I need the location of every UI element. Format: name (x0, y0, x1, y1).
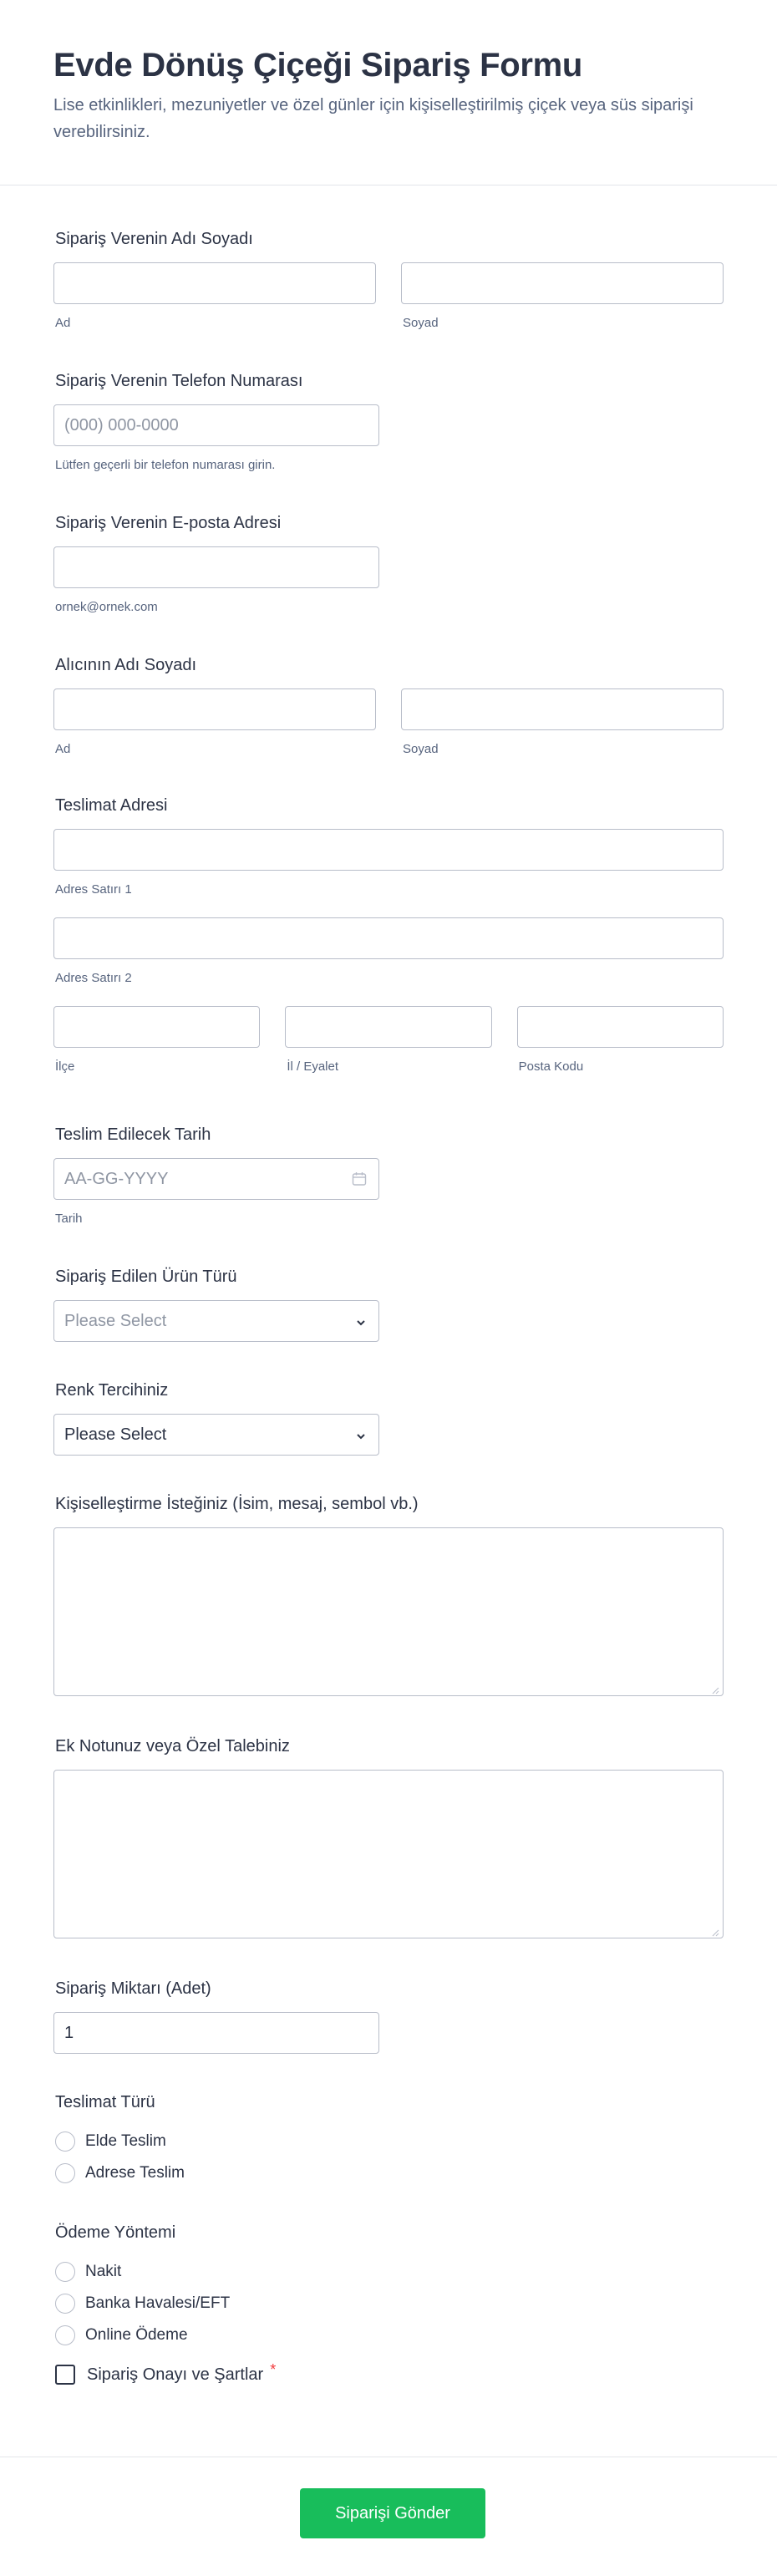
payment-method-label: Ödeme Yöntemi (55, 2223, 176, 2242)
province-input[interactable] (285, 1006, 491, 1048)
recipient-first-name-input[interactable] (53, 688, 376, 730)
quantity-value: 1 (64, 2023, 74, 2042)
orderer-email-label: Sipariş Verenin E-posta Adresi (55, 514, 282, 532)
radio-button[interactable] (55, 2131, 75, 2152)
postal-code-sublabel: Posta Kodu (518, 1059, 584, 1074)
address-line1-input[interactable] (53, 829, 724, 871)
delivery-type-label: Teslimat Türü (55, 2093, 155, 2111)
recipient-last-name-sublabel: Soyad (403, 742, 439, 756)
notes-label: Ek Notunuz veya Özel Talebiniz (55, 1737, 290, 1755)
orderer-first-name-input[interactable] (53, 262, 376, 304)
color-preference-label: Renk Tercihiniz (55, 1381, 169, 1400)
payment-option[interactable] (53, 2288, 724, 2319)
postal-code-input[interactable] (517, 1006, 724, 1048)
quantity-field (53, 1977, 724, 2091)
chevron-down-icon (355, 1314, 367, 1326)
delivery-type-option[interactable] (53, 2126, 724, 2157)
date-placeholder: AA-GG-YYYY (64, 1169, 169, 1188)
orderer-last-name-input[interactable] (401, 262, 724, 304)
orderer-email-sublabel: ornek@ornek.com (55, 600, 158, 614)
terms-checkbox-row[interactable] (53, 2360, 724, 2385)
radio-label: Online Ödeme (85, 2326, 188, 2344)
delivery-type-option[interactable] (53, 2157, 724, 2189)
resize-handle-icon[interactable] (711, 1926, 719, 1934)
payment-option[interactable] (53, 2319, 724, 2351)
quantity-input[interactable] (53, 2012, 379, 2054)
radio-button[interactable] (55, 2163, 75, 2183)
delivery-address-field (53, 794, 724, 1123)
terms-label: Sipariş Onayı ve Şartlar (87, 2365, 264, 2384)
color-preference-field (53, 1379, 724, 1492)
personalization-textarea[interactable] (53, 1527, 724, 1696)
resize-handle-icon[interactable] (711, 1684, 719, 1692)
delivery-date-label: Teslim Edilecek Tarih (55, 1125, 211, 1144)
product-type-label: Sipariş Edilen Ürün Türü (55, 1268, 237, 1286)
chevron-down-icon (355, 1428, 367, 1440)
quantity-label: Sipariş Miktarı (Adet) (55, 1979, 211, 1998)
form-subtitle: Lise etkinlikleri, mezuniyetler ve özel günler için kişiselleştirilmiş çiçek veya süs siparişi verebilirsiniz. (53, 96, 693, 141)
address-line1-sublabel: Adres Satırı 1 (55, 882, 132, 897)
terms-field (53, 2360, 724, 2385)
orderer-email-input[interactable] (53, 546, 379, 588)
radio-label: Nakit (85, 2263, 122, 2280)
orderer-phone-label: Sipariş Verenin Telefon Numarası (55, 372, 303, 390)
form-title: Evde Dönüş Çiçeği Sipariş Formu (53, 47, 583, 84)
notes-field (53, 1735, 724, 1977)
orderer-email-field (53, 511, 724, 653)
district-input[interactable] (53, 1006, 260, 1048)
orderer-phone-input[interactable] (53, 404, 379, 446)
product-type-selected: Please Select (64, 1311, 167, 1330)
personalization-field (53, 1492, 724, 1735)
radio-button[interactable] (55, 2262, 75, 2282)
address-line2-sublabel: Adres Satırı 2 (55, 971, 132, 985)
payment-method-field (53, 2221, 724, 2365)
notes-textarea[interactable] (53, 1770, 724, 1938)
address-line2-input[interactable] (53, 917, 724, 959)
radio-label: Elde Teslim (85, 2132, 166, 2150)
orderer-phone-field (53, 369, 724, 511)
phone-placeholder: (000) 000-0000 (64, 415, 179, 434)
radio-label: Banka Havalesi/EFT (85, 2294, 231, 2312)
province-sublabel: İl / Eyalet (287, 1059, 339, 1074)
orderer-phone-sublabel: Lütfen geçerli bir telefon numarası girin. (55, 458, 276, 472)
color-preference-select[interactable] (53, 1414, 379, 1456)
radio-button[interactable] (55, 2294, 75, 2314)
radio-label: Adrese Teslim (85, 2164, 185, 2182)
delivery-date-input[interactable] (53, 1158, 379, 1200)
product-type-field (53, 1265, 724, 1379)
delivery-address-label: Teslimat Adresi (55, 796, 168, 815)
personalization-label: Kişiselleştirme İsteğiniz (İsim, mesaj, sembol vb.) (55, 1495, 419, 1513)
form-header (0, 0, 777, 185)
calendar-icon[interactable] (352, 1171, 367, 1186)
radio-button[interactable] (55, 2325, 75, 2345)
orderer-name-label: Sipariş Verenin Adı Soyadı (55, 230, 253, 248)
orderer-first-name-sublabel: Ad (55, 316, 71, 330)
delivery-date-field (53, 1123, 724, 1265)
recipient-name-field (53, 653, 724, 794)
delivery-date-sublabel: Tarih (55, 1212, 83, 1226)
recipient-last-name-input[interactable] (401, 688, 724, 730)
product-type-select[interactable] (53, 1300, 379, 1342)
delivery-type-field (53, 2091, 724, 2221)
form-body (0, 185, 777, 2385)
payment-option[interactable] (53, 2256, 724, 2288)
orderer-name-field (53, 227, 724, 369)
recipient-name-label: Alıcının Adı Soyadı (55, 656, 196, 674)
terms-checkbox[interactable] (55, 2365, 75, 2385)
district-sublabel: İlçe (55, 1059, 75, 1074)
orderer-last-name-sublabel: Soyad (403, 316, 439, 330)
required-mark: * (270, 2360, 277, 2378)
form-footer (0, 2457, 777, 2576)
submit-button[interactable]: Siparişi Gönder (300, 2488, 485, 2538)
recipient-first-name-sublabel: Ad (55, 742, 71, 756)
color-preference-selected: Please Select (64, 1425, 167, 1444)
